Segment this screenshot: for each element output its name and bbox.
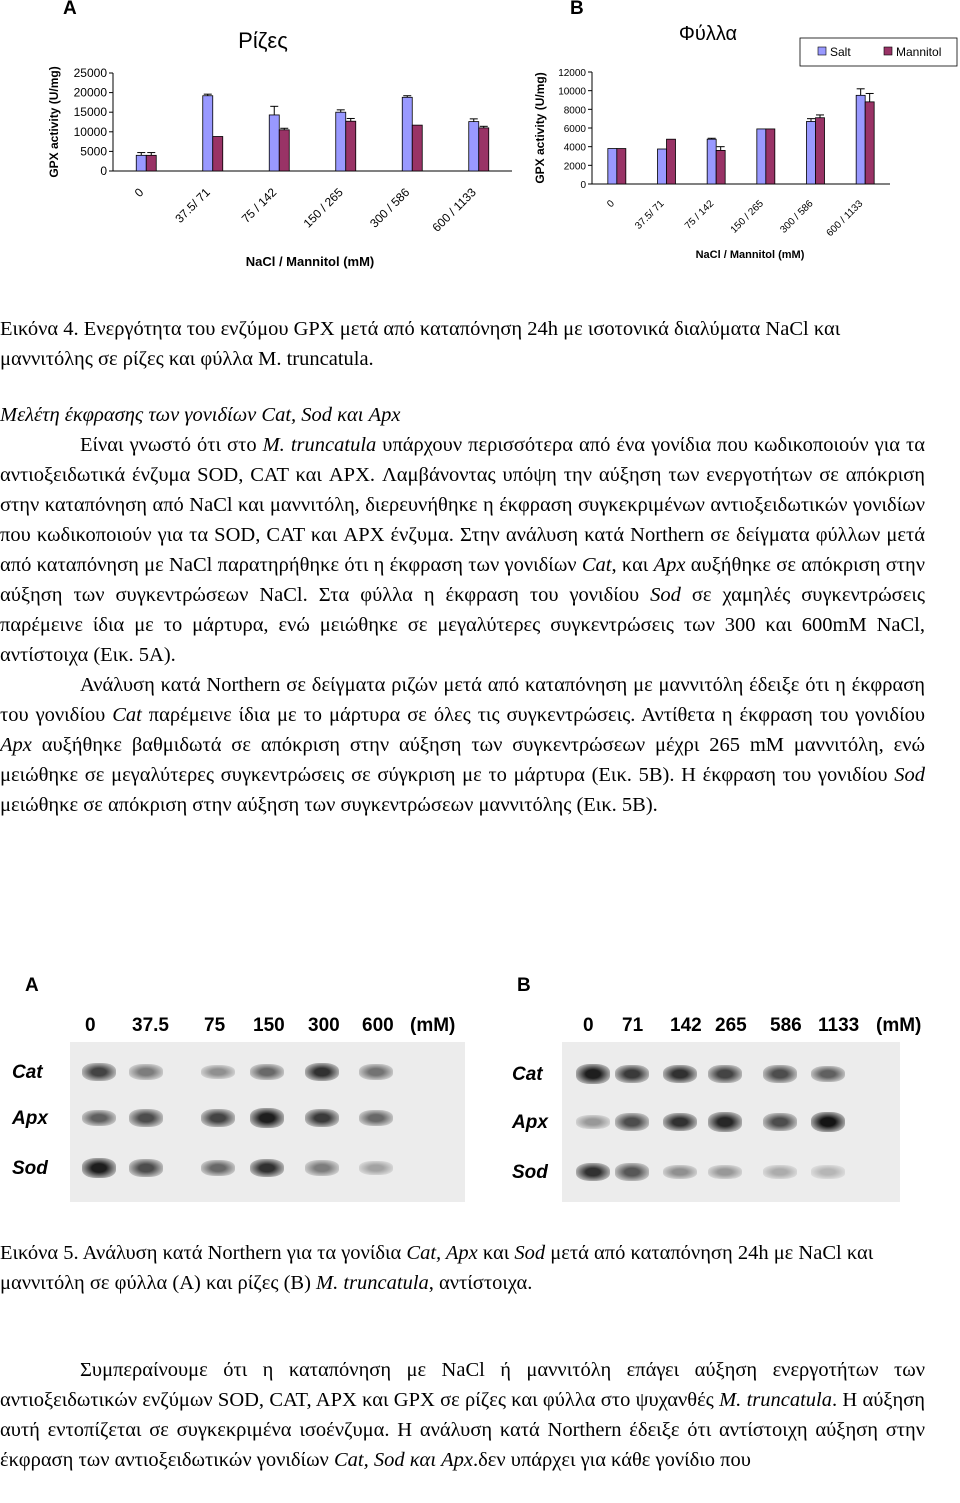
x-tick-label: 300 / 586 [778,198,816,236]
blot-band [811,1112,845,1132]
blot-band [811,1066,845,1083]
paragraph-1-run: σε χαμηλές συγκεντρώσεις παρέμεινε ίδια με το μάρτυρα, ενώ μειώθηκε σε μεγαλύτερες συγκεντρώσεις των 300 και 600mM NaCl, αντίστοιχα (Εικ. 5A). [0,584,925,666]
y-tick-label: 25000 [73,66,107,80]
bar-mannitol [816,118,825,184]
blot-band [82,1158,116,1178]
blot-band [201,1065,235,1080]
bar-mannitol [766,129,775,184]
paragraph-1-run: αυξήθηκε σε απόκριση στην αύξηση των συγκεντρώσεων NaCl. Στα φύλλα η έκφραση του γονιδίου [0,554,925,606]
blot-band [305,1160,339,1176]
section-heading: Μελέτη έκφρασης των γονιδίων Cat, Sod και Apx [0,404,401,426]
lane-label: 265 [715,1015,747,1036]
y-axis-label: GPX activity (U/mg) [533,72,547,184]
blot-band [763,1165,797,1179]
y-tick-label: 5000 [80,144,107,159]
figure-5-caption-run: M. truncatula [316,1272,429,1294]
blot-band [305,1063,339,1082]
figure-5-caption-run: , αντίστοιχα. [428,1272,533,1294]
y-tick-label: 4000 [563,142,586,154]
panel-a-letter: A [63,0,77,19]
paragraph-1-run: Cat [581,554,612,576]
bar-mannitol [146,155,156,171]
bar-salt [807,121,816,184]
y-tick-label: 8000 [563,105,586,117]
paragraph-1-run: , και [611,554,654,576]
y-tick-label: 20000 [73,85,107,100]
paragraph-2-run: παρέμεινε ίδια με το μάρτυρα σε όλες τις συγκεντρώσεις. Αντίθετα η έκφραση του γονιδίου [141,704,925,726]
gene-label: Cat [512,1064,543,1085]
x-axis-label: NaCl / Mannitol (mM) [695,249,805,261]
y-tick-label: 0 [100,164,107,178]
gene-label: Cat [12,1062,43,1083]
figure-4 [0,0,960,270]
bar-mannitol [479,128,489,171]
conclusion-run: M. truncatula [719,1389,832,1411]
figure-5-caption-run: Cat, Apx [406,1242,478,1264]
y-tick-label: 2000 [563,161,586,173]
lane-label: 300 [308,1015,340,1036]
paragraph-2 [0,670,925,820]
y-tick-label: 0 [580,180,586,191]
y-tick-label: 10000 [73,124,107,139]
legend-label: Mannitol [896,45,942,59]
y-axis-label: GPX activity (U/mg) [47,66,61,178]
conclusion-paragraph [0,1355,925,1475]
bar-salt [707,139,716,184]
bar-salt [336,112,346,171]
blot-band [576,1064,610,1084]
bar-mannitol [617,149,626,184]
gene-label: Sod [512,1162,548,1183]
bar-salt [856,95,865,184]
blot-band [708,1112,742,1131]
blot-band [663,1165,697,1180]
blot-band [763,1113,797,1131]
bar-mannitol [279,130,289,171]
figure-5-caption-run: Sod [514,1242,546,1264]
x-tick-label: 0 [131,185,147,200]
chart-roots [0,0,530,270]
paragraph-1-run: Apx [653,554,686,576]
bar-mannitol [667,139,676,184]
blot-letter: A [25,975,39,996]
figure-5-caption-run: μετά από καταπόνηση 24h με NaCl και μαννιτόλη σε φύλλα (A) και ρίζες (B) [0,1242,874,1294]
paragraph-1 [0,430,925,670]
y-tick-label: 10000 [558,86,586,98]
figure-5-caption-run: και [477,1242,515,1264]
blot-band [708,1165,742,1179]
blot-band [250,1064,284,1080]
paragraph-2-run: Sod [894,764,925,786]
blot-band [359,1064,393,1080]
blot-band [359,1161,393,1175]
bar-salt [608,149,617,184]
legend-swatch [884,47,892,55]
x-tick-label: 75 / 142 [682,198,717,232]
x-tick-label: 600 / 1133 [429,185,479,235]
bar-salt [469,122,479,171]
lane-label: 37.5 [132,1015,169,1036]
bar-salt [269,115,279,171]
lane-label: 586 [770,1015,802,1036]
x-tick-label: 37.5/ 71 [172,185,213,226]
legend-label: Salt [830,45,851,59]
blot-band [615,1163,649,1180]
blot-band [663,1065,697,1084]
x-tick-label: 300 / 586 [367,185,413,231]
bar-salt [658,149,667,184]
gene-label: Apx [512,1112,548,1133]
blot-band [82,1110,116,1127]
blot-band [615,1113,649,1131]
conclusion-run: Cat, Sod και Apx [333,1449,474,1471]
figure-4-caption: Εικόνα 4. Ενεργότητα του ενζύμου GPX μετά από καταπόνηση 24h με ισοτονικά διαλύματα NaCl και μαννιτόλης σε ρίζες και φύλλα M. truncatula. [0,318,841,370]
paragraph-2-run: Cat [112,704,142,726]
conclusion-run: .δεν υπάρχει για κάθε γονίδιο που [473,1449,751,1471]
figure-5 [0,970,960,1210]
blot-band [250,1159,284,1178]
chart-title: Ρίζες [238,28,288,53]
x-axis-label: NaCl / Mannitol (mM) [245,254,375,269]
bar-mannitol [346,121,356,171]
northern-blot-b [500,970,960,1210]
bar-salt [402,97,412,171]
gene-label: Apx [12,1108,48,1129]
unit-label: (mM) [410,1015,456,1036]
lane-label: 600 [362,1015,394,1036]
blot-band [201,1160,235,1176]
blot-band [82,1063,116,1081]
paragraph-1-run: υπάρχουν περισσότερα από ένα γονίδια που κωδικοποιούν για τα αντιοξειδωτικά ένζυμα SOD, CAT και APX. Λαμβάνοντας υπόψη την αύξηση των ενεργοτήτων σε απόκριση στην καταπόνηση από NaCl και μαννιτόλη, διερευνήθηκε η έκφραση συγκεκριμένων αντιοξειδωτικών γονιδίων που κωδικοποιούν για τα SOD, CAT και APX ένζυμα. Στην ανάλυση κατά Northern σε δείγματα φύλλων μετά από καταπόνηση με NaCl παρατηρήθηκε ότι η έκφραση των γονιδίων [0,434,925,576]
blot-letter: B [517,975,531,996]
blot-band [663,1113,697,1132]
figure-5-caption [0,1238,930,1298]
paragraph-2-run: αυξήθηκε βαθμιδωτά σε απόκριση στην αύξηση των συγκεντρώσεων μέχρι 265 mM μαννιτόλη, ενώ μειώθηκε σε μεγαλύτερες συγκεντρώσεις σε σύγκριση με το μάρτυρα (Εικ. 5B). Η έκφραση του γονιδίου [0,734,925,786]
legend-swatch [818,47,826,55]
lane-label: 1133 [818,1015,860,1036]
blot-band [576,1115,610,1129]
bar-salt [203,96,213,171]
figure-5-caption-run: Εικόνα 5. Ανάλυση κατά Northern για τα γονίδια [0,1242,407,1264]
bar-mannitol [865,102,874,184]
blot-band [201,1109,235,1127]
lane-label: 0 [583,1015,594,1036]
x-tick-label: 150 / 265 [728,198,766,236]
blot-band [305,1109,339,1127]
lane-label: 75 [204,1015,226,1036]
chart-leaves [530,0,960,270]
conclusion-run: . Η αύξηση αυτή εντοπίζεται σε συγκεκριμένα ισοένζυμα. Η ανάλυση κατά Northern έδειξε ότι αντίστοιχη αύξηση στην έκφραση των αντιοξειδωτικών γονιδίων [0,1389,926,1471]
panel-b-letter: B [570,0,584,19]
y-tick-label: 12000 [558,68,586,79]
paragraph-1-run: Είναι γνωστό ότι στο [80,434,263,456]
bar-salt [757,129,766,184]
x-tick-label: 75 / 142 [238,185,280,226]
x-tick-label: 150 / 265 [300,185,346,231]
blot-band [129,1064,163,1080]
lane-label: 150 [253,1015,285,1036]
blot-band [615,1065,649,1083]
blot-band [763,1065,797,1083]
blot-band [359,1110,393,1126]
x-tick-label: 0 [605,198,617,211]
bar-salt [136,155,146,171]
gene-label: Sod [12,1158,48,1179]
blot-band [576,1163,610,1182]
y-tick-label: 6000 [563,124,586,135]
bar-mannitol [716,150,725,184]
paragraph-1-run: M. truncatula [262,434,377,456]
northern-blot-a [0,970,480,1210]
x-tick-label: 600 / 1133 [824,198,866,240]
paragraph-2-run: Apx [0,734,32,756]
blot-band [811,1165,845,1178]
paragraph-2-run: Ανάλυση κατά Northern σε δείγματα ριζών μετά από καταπόνηση με μαννιτόλη έδειξε ότι η έκφραση του γονιδίου [0,674,925,726]
blot-band [129,1159,163,1177]
conclusion-run: Συμπεραίνουμε ότι η καταπόνηση με NaCl ή μαννιτόλη επάγει αύξηση ενεργοτήτων των αντιοξειδωτικών ενζύμων SOD, CAT, APX και GPX σε ρίζες και φύλλα στο ψυχανθές [0,1359,925,1411]
blot-band [250,1108,284,1128]
blot-band [708,1065,742,1083]
lane-label: 142 [670,1015,702,1036]
paragraph-1-run: Sod [650,584,681,606]
bar-mannitol [213,137,223,171]
chart-title: Φύλλα [678,23,738,45]
unit-label: (mM) [876,1015,922,1036]
lane-label: 0 [85,1015,96,1036]
bar-mannitol [412,125,422,171]
x-tick-label: 37.5/ 71 [633,198,667,232]
section-text [0,400,925,820]
lane-label: 71 [622,1015,644,1036]
paragraph-2-run: μειώθηκε σε απόκριση στην αύξηση των συγκεντρώσεων μαννιτόλης (Εικ. 5B). [0,794,658,816]
blot-band [129,1109,163,1127]
y-tick-label: 15000 [73,105,107,120]
